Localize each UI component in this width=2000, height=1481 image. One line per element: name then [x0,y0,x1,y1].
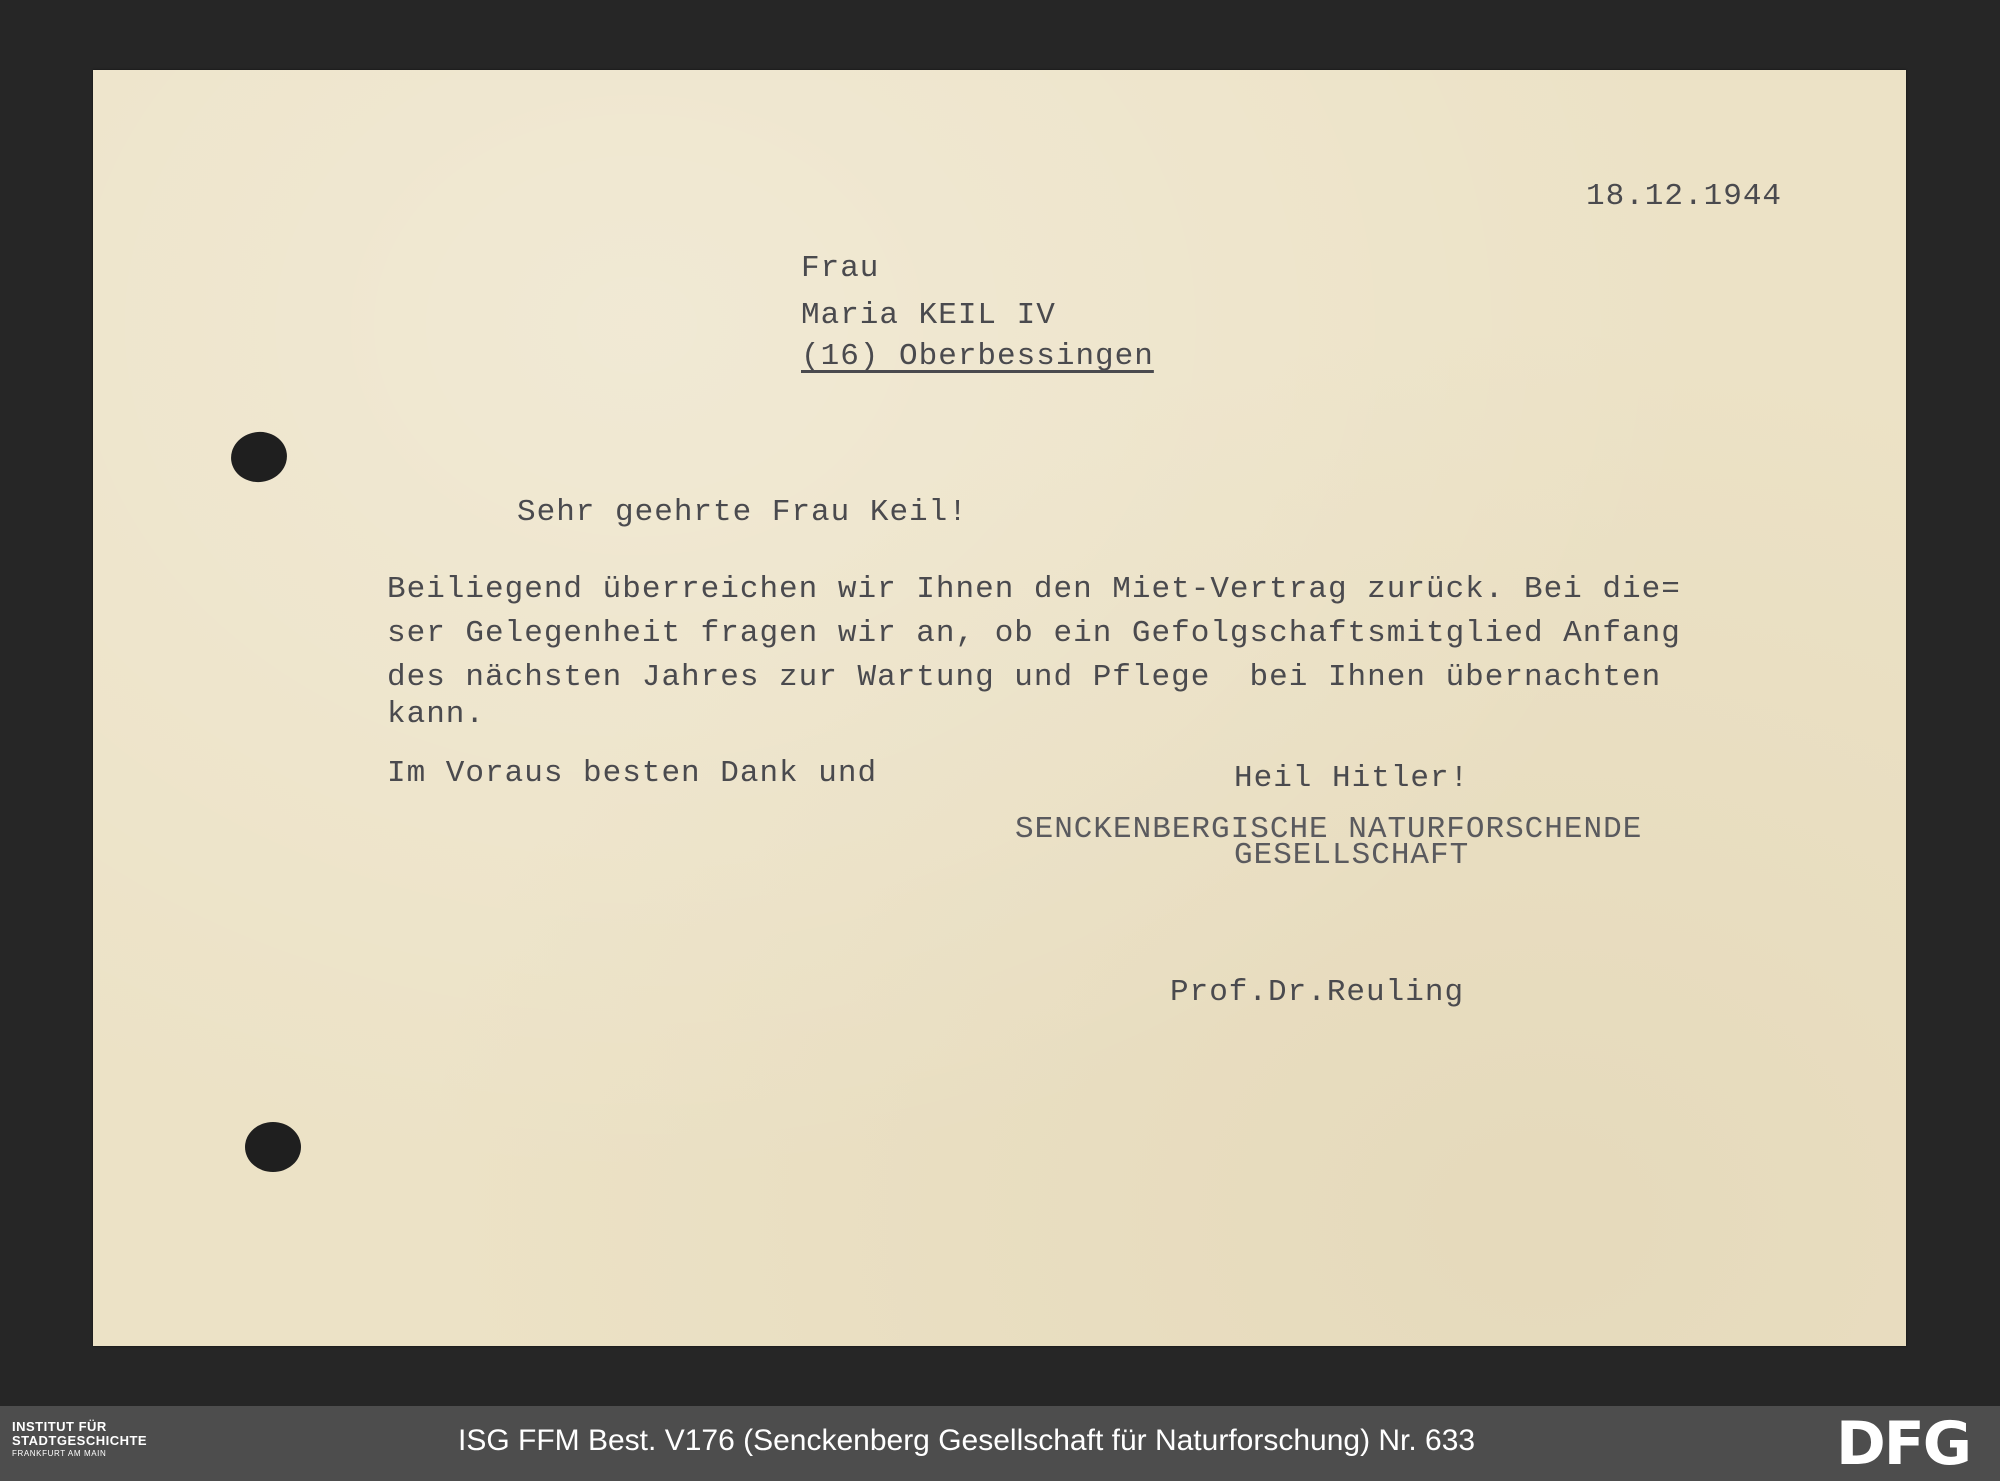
archive-footer [0,1406,2000,1481]
punch-hole-bottom [245,1122,301,1172]
closing-salute: Heil Hitler! [1234,761,1470,796]
recipient-salutation: Frau [801,251,880,286]
dfg-logo: DFG [1836,1409,1971,1479]
body-line: ser Gelegenheit fragen wir an, ob ein Gefolgschaftsmitglied Anfang [387,616,1681,651]
institute-logo-line: FRANKFURT AM MAIN [12,1449,107,1458]
letter-greeting: Sehr geehrte Frau Keil! [517,495,968,530]
institute-logo-line: STADTGESCHICHTE [12,1433,148,1448]
archive-reference: ISG FFM Best. V176 (Senckenberg Gesellschaft für Naturforschung) Nr. 633 [458,1424,1476,1457]
organization-stamp-line: SENCKENBERGISCHE NATURFORSCHENDE [1015,812,1643,847]
recipient-name: Maria KEIL IV [801,298,1056,333]
signatory-name: Prof.Dr.Reuling [1170,975,1465,1010]
institute-logo [12,1420,172,1459]
recipient-place: (16) Oberbessingen [801,339,1154,374]
letter-date: 18.12.1944 [1586,179,1783,214]
letter-sheet [93,70,1906,1346]
body-line: Beiliegend überreichen wir Ihnen den Miet-Vertrag zurück. Bei die= [387,572,1681,607]
closing-thanks: Im Voraus besten Dank und [387,756,878,791]
organization-stamp-line: GESELLSCHAFT [1234,838,1470,873]
body-line: des nächsten Jahres zur Wartung und Pflege bei Ihnen übernachten [387,660,1662,695]
body-line: kann. [387,697,486,732]
punch-hole-top [228,428,290,485]
institute-logo-line: INSTITUT FÜR [12,1419,107,1434]
